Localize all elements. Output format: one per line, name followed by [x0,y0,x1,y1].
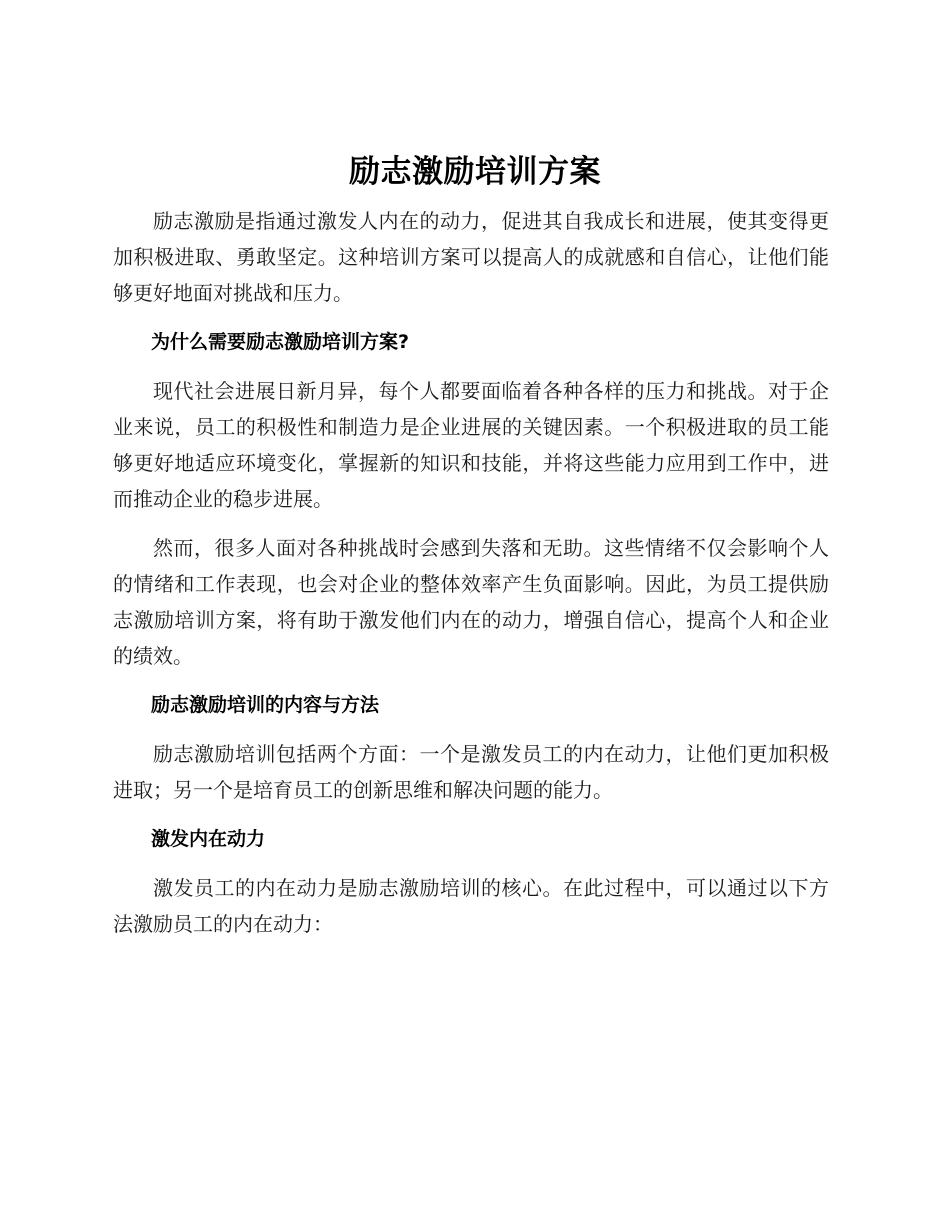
section-why-paragraph-2: 然而，很多人面对各种挑战时会感到失落和无助。这些情绪不仅会影响个人的情绪和工作表现，也会对企业的整体效率产生负面影响。因此，为员工提供励志激励培训方案，将有助于激发他们内在的动力，增强自信心，提高个人和企业的绩效。 [113,536,829,668]
section-why-paragraph-1: 现代社会进展日新月异，每个人都要面临着各种各样的压力和挑战。对于企业来说，员工的积极性和制造力是企业进展的关键因素。一个积极进取的员工能够更好地适应环境变化，掌握新的知识和技能，并将这些能力应用到工作中，进而推动企业的稳步进展。 [113,379,829,511]
section-heading-intrinsic-motivation: 激发内在动力 [151,828,266,850]
section-heading-content-methods: 励志激励培训的内容与方法 [151,694,380,716]
section-heading-why: 为什么需要励志激励培训方案? [151,331,410,353]
document-body [113,203,829,955]
intro-paragraph: 励志激励是指通过激发人内在的动力，促进其自我成长和进展，使其变得更加积极进取、勇敢坚定。这种培训方案可以提高人的成就感和自信心，让他们能够更好地面对挑战和压力。 [113,209,829,305]
document-title: 励志激励培训方案 [349,154,601,190]
section-motivation-paragraph-1: 激发员工的内在动力是励志激励培训的核心。在此过程中，可以通过以下方法激励员工的内在动力： [113,876,829,936]
section-content-paragraph-1: 励志激励培训包括两个方面：一个是激发员工的内在动力，让他们更加积极进取；另一个是培育员工的创新思维和解决问题的能力。 [113,742,829,802]
